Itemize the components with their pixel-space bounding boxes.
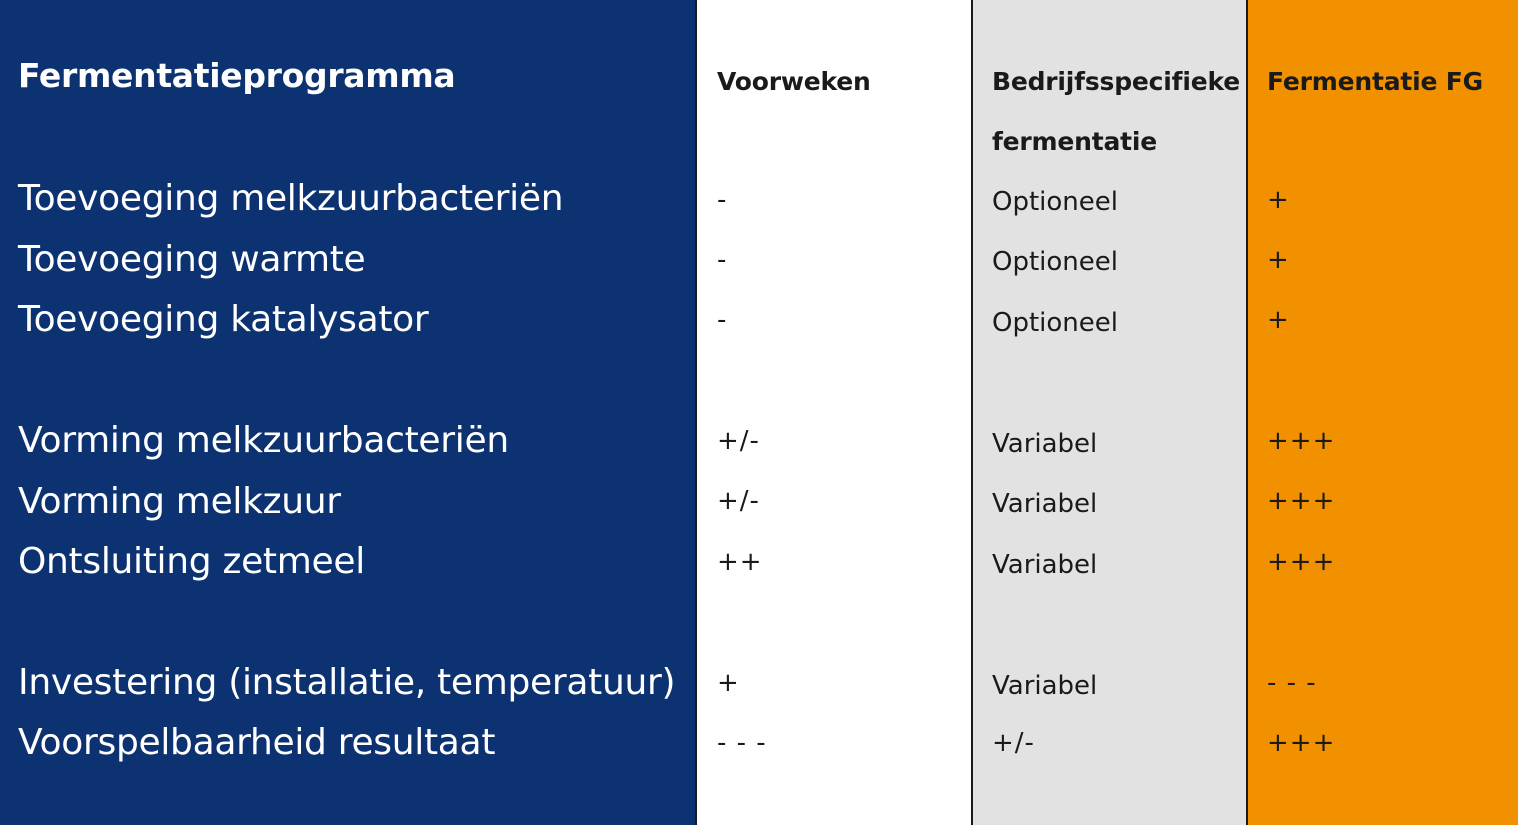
voorweken-value: ++ (717, 547, 763, 577)
row-label: Voorspelbaarheid resultaat (18, 722, 496, 763)
bedrijf-value: Optioneel (992, 247, 1118, 277)
bedrijf-value: Variabel (992, 429, 1098, 459)
fg-value: + (1267, 305, 1290, 335)
fg-header: Fermentatie FG (1267, 67, 1483, 96)
row-label: Toevoeging katalysator (18, 299, 429, 340)
row-label: Ontsluiting zetmeel (18, 541, 365, 582)
fg-value: +++ (1267, 486, 1336, 516)
voorweken-value: - (717, 305, 728, 335)
voorweken-value: +/- (717, 426, 760, 456)
row-label: Toevoeging melkzuurbacteriën (18, 178, 564, 219)
bedrijf-value: Variabel (992, 671, 1098, 701)
fg-value: +++ (1267, 426, 1336, 456)
row-label: Vorming melkzuurbacteriën (18, 420, 509, 461)
row-label: Vorming melkzuur (18, 481, 341, 522)
bedrijf-value: Variabel (992, 550, 1098, 580)
fg-value: +++ (1267, 728, 1336, 758)
voorweken-value: - (717, 185, 728, 215)
fg-value: + (1267, 185, 1290, 215)
row-label: Investering (installatie, temperatuur) (18, 662, 676, 703)
voorweken-value: + (717, 668, 740, 698)
fg-column (1246, 0, 1518, 825)
row-label: Toevoeging warmte (18, 239, 366, 280)
bedrijf-value: Optioneel (992, 308, 1118, 338)
label-column (0, 0, 695, 825)
voorweken-header: Voorweken (717, 67, 871, 96)
voorweken-column (695, 0, 971, 825)
bedrijf-value: Optioneel (992, 187, 1118, 217)
voorweken-value: - - - (717, 728, 767, 758)
bedrijf-header-line2: fermentatie (992, 127, 1158, 156)
bedrijf-column (971, 0, 1246, 825)
bedrijf-value: +/- (992, 728, 1035, 758)
voorweken-value: - (717, 245, 728, 275)
bedrijf-value: Variabel (992, 489, 1098, 519)
table-title: Fermentatieprogramma (18, 56, 456, 95)
fg-value: + (1267, 245, 1290, 275)
fg-value: - - - (1267, 668, 1317, 698)
bedrijf-header-line1: Bedrijfsspecifieke (992, 67, 1240, 96)
voorweken-value: +/- (717, 486, 760, 516)
fg-value: +++ (1267, 547, 1336, 577)
